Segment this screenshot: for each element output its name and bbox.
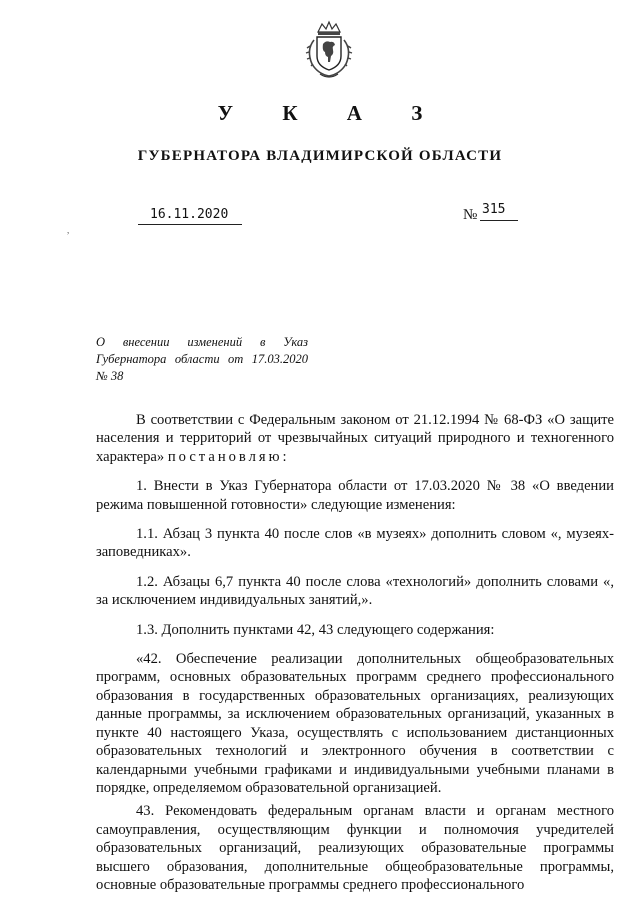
- document-body: [96, 411, 614, 894]
- number-underline: [480, 220, 518, 222]
- document-subtitle: ГУБЕРНАТОРА ВЛАДИМИРСКОЙ ОБЛАСТИ: [137, 148, 503, 164]
- document-subject: [96, 334, 308, 385]
- document-date: 16.11.2020: [150, 207, 229, 222]
- scan-mark: ,: [67, 225, 70, 235]
- paragraph: «42. Обеспечение реализации дополнительных общеобразовательных программ, основных образовательных программ среднего профессионального образования в государственных образовательных организациях, реализующих данные программы, за исключением образовательных организаций, указанных в пункте 40 настоящего Указа, осуществлять с использованием дистанционных образовательных технологий и электронного обучения в соответствии с календарными учебными графиками и индивидуальными учебными планами в порядке, определяемом образовательной организацией.: [96, 651, 614, 796]
- subject-line: О внесении изменений в Указ: [96, 335, 308, 349]
- coat-of-arms-icon: [300, 20, 358, 82]
- preamble-paragraph: [96, 411, 614, 466]
- paragraph: 43. Рекомендовать федеральным органам власти и органам местного самоуправления, осуществляющим функции и полномочия учредителей образовательных организаций, реализующих образовательные программы высшего образования, дополнительные общеобразовательные программы, основные образовательные программы среднего профессионального: [96, 803, 614, 893]
- subject-line: № 38: [96, 369, 124, 383]
- paragraph: 1.2. Абзацы 6,7 пункта 40 после слова «технологий» дополнить словами «, за исключением индивидуальных занятий,».: [96, 573, 614, 609]
- document-title: У К А З: [217, 101, 445, 125]
- number-label: №: [463, 207, 478, 223]
- preamble-text: В соответствии с Федеральным законом от 21.12.1994 № 68-ФЗ «О защите населения и территорий от чрезвычайных ситуаций природного и техногенного характера»: [96, 412, 614, 465]
- document-number: 315: [482, 202, 506, 217]
- decree-word: постановляю:: [167, 448, 290, 465]
- date-underline: [138, 224, 242, 226]
- paragraph: 1. Внести в Указ Губернатора области от 17.03.2020 № 38 «О введении режима повышенной готовности» следующие изменения:: [96, 478, 614, 513]
- subject-line: Губернатора области от 17.03.2020: [96, 352, 308, 366]
- paragraph: 1.1. Абзац 3 пункта 40 после слов «в музеях» дополнить словом «, музеях-заповедниках».: [96, 526, 614, 561]
- paragraph: 1.3. Дополнить пунктами 42, 43 следующего содержания:: [136, 621, 495, 638]
